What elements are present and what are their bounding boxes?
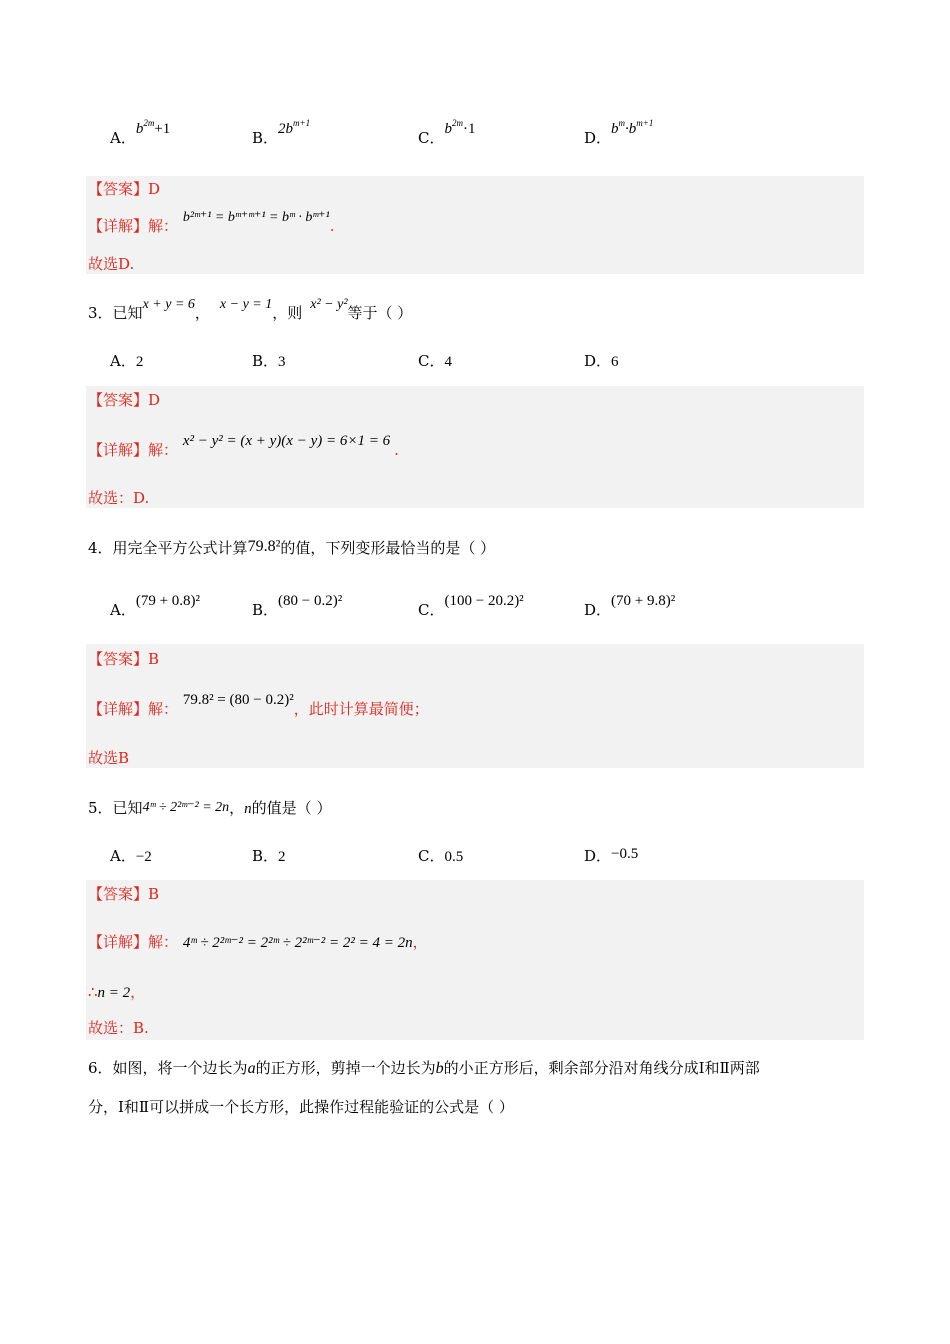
answer-value: B <box>148 885 160 903</box>
q5-option-a[interactable] <box>110 846 152 867</box>
option-label: A． <box>110 847 136 865</box>
option-expr-tail: ·b <box>625 121 637 137</box>
option-label: B． <box>252 601 279 619</box>
detail-expression: b²ᵐ⁺¹ = bᵐ⁺ᵐ⁺¹ = bᵐ · bᵐ⁺¹ <box>182 210 330 225</box>
option-value: (100 − 20.2)² <box>444 593 524 609</box>
question-text: 如图，将一个边长为 <box>112 1059 248 1077</box>
q3-option-a[interactable] <box>110 351 143 372</box>
option-expr: 2b <box>278 121 294 137</box>
q2-option-d[interactable] <box>584 118 654 149</box>
q3-answer-box <box>86 386 864 508</box>
question-text: 的正方形，剪掉一个边长为 <box>255 1059 436 1077</box>
option-expr: b <box>611 121 619 137</box>
answer-label: 【答案】 <box>88 391 149 409</box>
question-number: 6． <box>88 1059 113 1077</box>
option-value: (80 − 0.2)² <box>278 593 343 609</box>
question-number: 5． <box>88 799 113 817</box>
q2-option-c[interactable] <box>418 118 476 149</box>
separator: ， <box>229 799 245 817</box>
option-label: C． <box>418 352 445 370</box>
option-label: A． <box>110 601 136 619</box>
detail-expression: 79.8² = (80 − 0.2)² <box>182 692 294 708</box>
option-label: B． <box>252 847 279 865</box>
q3-option-b[interactable] <box>252 351 286 372</box>
option-exponent: 2m <box>451 118 463 128</box>
option-value: 2 <box>135 354 144 370</box>
detail-label: 【详解】 <box>88 700 149 718</box>
q6-stem-line-1 <box>88 1058 760 1079</box>
answer-value: D <box>148 180 161 198</box>
condition-1: x + y = 6 <box>142 297 195 312</box>
condition-2: x − y = 1 <box>219 297 273 312</box>
target-expression: 79.8² <box>247 538 281 555</box>
q4-detail-line <box>88 692 429 720</box>
answer-value: B <box>148 650 160 668</box>
q4-answer-box <box>86 644 864 768</box>
answer-label: 【答案】 <box>88 650 149 668</box>
q5-option-b[interactable] <box>252 846 286 867</box>
variable-a: a <box>247 1060 256 1077</box>
q3-stem <box>88 297 413 325</box>
option-value: 4 <box>444 354 452 370</box>
separator: ， <box>194 304 210 322</box>
option-value: 0.5 <box>444 849 464 865</box>
q5-option-c[interactable] <box>418 846 463 867</box>
option-exponent: m+1 <box>293 118 311 128</box>
separator: ，则 <box>272 304 303 322</box>
question-text: 的值是（ ） <box>251 799 332 817</box>
q2-detail-line <box>88 210 335 238</box>
answer-label: 【答案】 <box>88 180 149 198</box>
detail-expression: x² − y² = (x + y)(x − y) = 6×1 = 6 <box>182 433 391 449</box>
detail-expression: 4ᵐ ÷ 2²ᵐ⁻² = 2²ᵐ ÷ 2²ᵐ⁻² = 2² = 4 = 2n <box>182 935 413 951</box>
q5-detail-line <box>88 932 428 953</box>
detail-end: . <box>394 441 399 459</box>
option-value: 2 <box>278 849 286 865</box>
q4-option-c[interactable] <box>418 593 524 621</box>
detail-tail: ，此时计算最简便； <box>293 700 429 718</box>
q5-option-d[interactable] <box>584 846 638 867</box>
q4-stem <box>88 538 495 559</box>
variable-b: b <box>435 1060 444 1077</box>
detail-end: . <box>329 217 335 235</box>
q2-option-b[interactable] <box>252 118 311 149</box>
option-value: (70 + 9.8)² <box>611 593 676 609</box>
q5-stem <box>88 798 331 820</box>
option-value: 3 <box>278 354 286 370</box>
option-label: C． <box>418 847 445 865</box>
target-expression: x² − y² <box>310 297 348 312</box>
q4-option-a[interactable] <box>110 593 201 621</box>
q3-option-c[interactable] <box>418 351 452 372</box>
therefore-expression: n = 2 <box>97 985 131 1001</box>
q2-answer-box <box>86 176 864 274</box>
question-number: 3． <box>88 304 113 322</box>
option-label: B． <box>252 352 279 370</box>
option-label: D． <box>584 129 612 147</box>
option-exponent: 2m <box>143 118 155 128</box>
q3-answer-line <box>88 390 160 410</box>
q4-answer-line <box>88 649 159 669</box>
q2-option-a[interactable] <box>110 118 171 149</box>
q5-answer-line <box>88 884 159 904</box>
option-value: (79 + 0.8)² <box>135 593 201 609</box>
option-expr: b <box>135 121 144 137</box>
option-label: D． <box>584 352 612 370</box>
detail-label: 【详解】 <box>88 441 149 459</box>
option-exponent: m <box>618 118 626 128</box>
q6-stem-line-2: 分，Ⅰ和Ⅱ可以拼成一个长方形，此操作过程能验证的公式是（ ） <box>88 1098 514 1116</box>
option-expr-tail: +1 <box>154 121 171 137</box>
option-expr-tail: ·1 <box>462 121 476 137</box>
option-exponent: m+1 <box>636 118 654 128</box>
therefore-symbol: ∴ <box>88 983 98 1001</box>
q3-option-d[interactable] <box>584 351 619 372</box>
q2-conclusion: 故选D. <box>88 255 135 273</box>
option-label: A． <box>110 352 136 370</box>
condition: 4ᵐ ÷ 2²ᵐ⁻² = 2n <box>142 800 230 815</box>
option-value: 6 <box>611 354 619 370</box>
option-label: B． <box>252 129 279 147</box>
option-value: −2 <box>135 849 152 865</box>
variable: n <box>244 801 252 817</box>
question-text: 等于（ ） <box>347 304 413 322</box>
option-value: −0.5 <box>611 846 639 862</box>
detail-end: ， <box>412 933 428 951</box>
therefore-end: ， <box>130 983 146 1001</box>
q3-conclusion: 故选：D. <box>88 489 150 507</box>
option-label: D． <box>584 847 612 865</box>
q5-conclusion: 故选：B. <box>88 1019 149 1037</box>
q4-option-b[interactable] <box>252 593 343 621</box>
q4-conclusion: 故选B <box>88 749 130 767</box>
question-text: 的值，下列变形最恰当的是（ ） <box>280 539 496 557</box>
q3-detail-line <box>88 433 399 461</box>
q5-therefore-line <box>88 982 145 1003</box>
detail-prefix: 解： <box>148 700 179 718</box>
option-label: C． <box>418 601 445 619</box>
detail-label: 【详解】 <box>88 933 149 951</box>
option-expr: b <box>444 121 452 137</box>
question-text: 已知 <box>112 799 143 817</box>
question-text: 的小正方形后，剩余部分沿对角线分成Ⅰ和Ⅱ两部 <box>443 1059 760 1077</box>
option-label: A． <box>110 129 136 147</box>
option-label: C． <box>418 129 445 147</box>
q5-answer-box <box>86 880 864 1040</box>
detail-prefix: 解： <box>148 933 179 951</box>
answer-value: D <box>148 391 161 409</box>
detail-label: 【详解】 <box>88 217 149 235</box>
question-text: 用完全平方公式计算 <box>112 539 248 557</box>
answer-label: 【答案】 <box>88 885 149 903</box>
q2-answer-line <box>88 179 160 199</box>
detail-prefix: 解： <box>148 217 179 235</box>
option-label: D． <box>584 601 612 619</box>
q4-option-d[interactable] <box>584 593 676 621</box>
question-text: 已知 <box>112 304 143 322</box>
detail-prefix: 解： <box>148 441 179 459</box>
question-number: 4． <box>88 539 113 557</box>
